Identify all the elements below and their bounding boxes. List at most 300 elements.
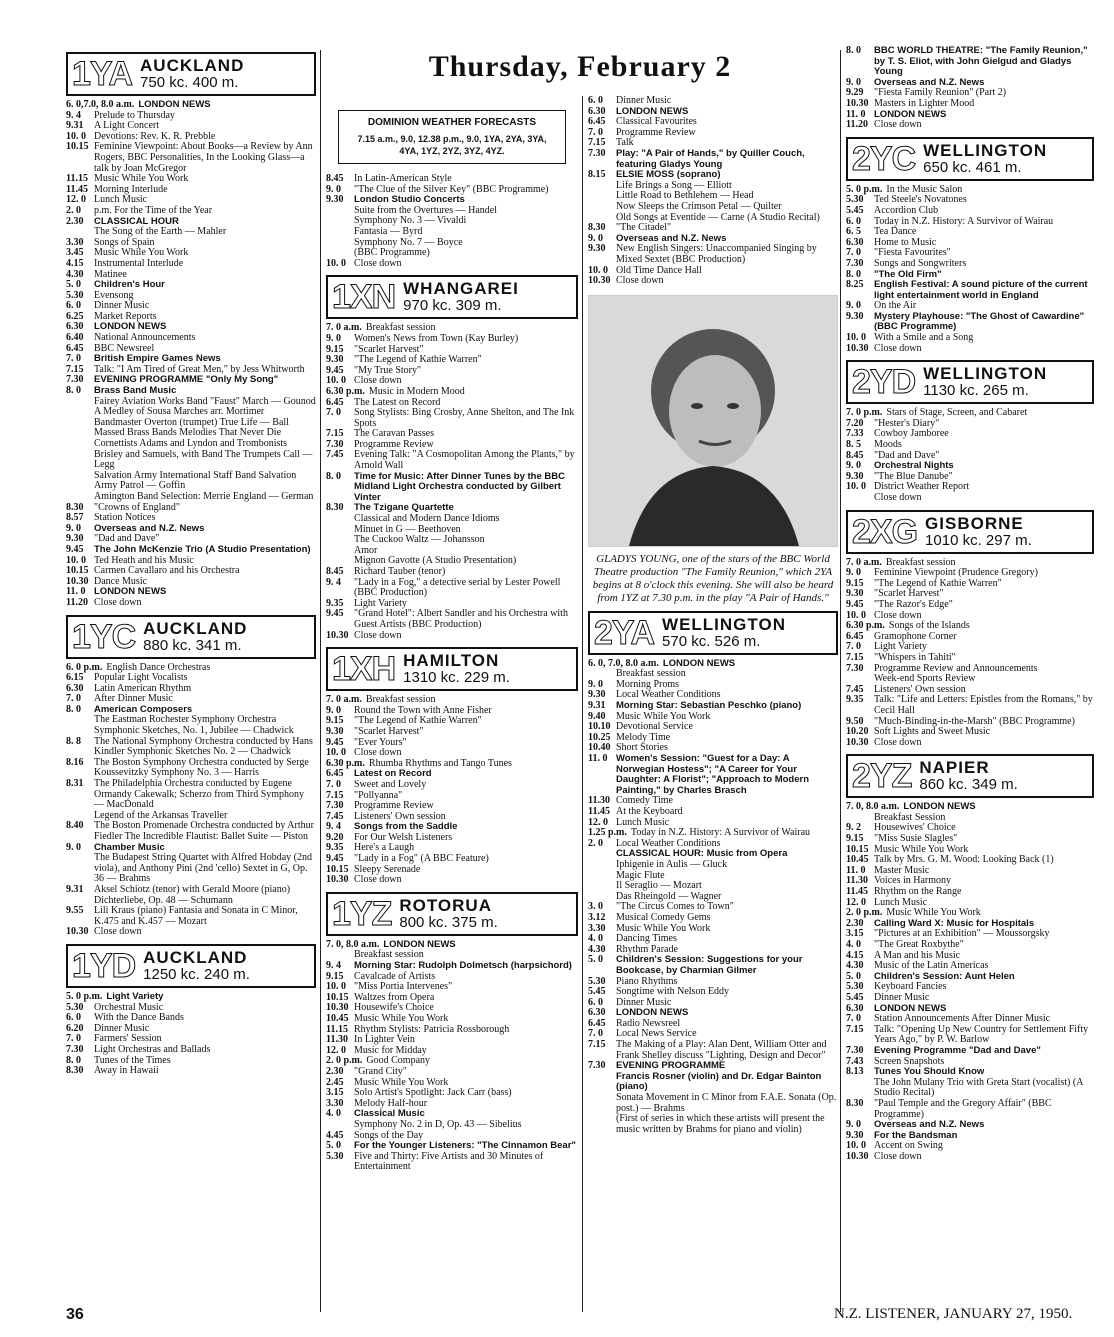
programme-item [846,312,1094,333]
programme-title: Calling Ward X: Music for Hospitals [874,917,1035,929]
programme-title: Talk: "Life and Letters: Epistles from the Romans," by Cecil Hall [874,694,1093,716]
programme-item [66,259,316,270]
programme-time: 1.25 p.m. [588,827,627,839]
programme-time: 10.15 [66,141,89,153]
programme-time: 6.20 [66,1022,84,1034]
programme-title: Feminine Viewpoint (Prudence Gregory) [874,567,1038,579]
programme-item [326,259,578,270]
programme-title: Salvation Army International Staff Band Salvation Army Patrol — Goffin [94,469,297,492]
programme-title: Round the Town with Anne Fisher [354,704,492,716]
programme-title: Symphony No. 3 — Vivaldi [354,215,467,227]
station-call: 2XG [852,512,918,551]
programme-time: 7. 0 a.m. [326,322,362,334]
programme-time: 2. 0 p.m. [326,1055,363,1067]
programme-item [66,779,316,811]
listing-1xh [326,695,578,886]
programme-time: 9.45 [326,608,344,620]
programme-title: Fairey Aviation Works Band "Faust" March — Gounod [94,395,316,407]
programme-time: 9. 0 [588,678,603,690]
programme-item [66,100,316,111]
programme-time: 11.15 [66,173,88,185]
programme-time: 9.30 [588,689,606,701]
programme-time: 10.25 [588,731,611,743]
programme-title: Close down [354,747,402,759]
programme-title: Programme Review and Announcements [874,662,1038,674]
programme-time [66,439,94,471]
programme-time: 6.45 [326,768,344,780]
programme-title: "Dad and Dave" [874,449,940,461]
programme-time: 11.45 [66,183,88,195]
programme-item [326,1152,578,1173]
programme-time: 11.30 [588,795,610,807]
programme-time: 9.15 [846,833,864,845]
programme-time: 8.45 [326,566,344,577]
programme-title: Masters in Lighter Mood [874,97,975,109]
programme-title: Dinner Music [94,1022,150,1034]
programme-title: British Empire Games News [94,353,221,365]
programme-title: For the Younger Listeners: "The Cinnamon Bear" [354,1140,576,1152]
programme-time: 7. 0, 8.0 a.m. [326,938,380,950]
programme-title: Lunch Music [874,896,928,908]
programme-title: Radio Newsreel [616,1017,681,1029]
programme-title: Close down [874,342,922,354]
programme-item [66,715,316,736]
programme-time: 6. 0,7.0, 8.0 a.m. [66,99,135,110]
programme-time: 8. 0 [66,385,81,397]
station-city: WHANGAREI [403,279,519,299]
station-freq: 750 kc. 400 m. [140,74,239,91]
programme-time: 9.15 [326,970,344,982]
programme-title: Music While You Work [886,907,981,919]
programme-item [66,1045,316,1056]
programme-title: Week-end Sports Review [874,673,976,685]
programme-time: 7.15 [588,1039,606,1051]
programme-title: "The Legend of Kathie Warren" [874,577,1002,589]
programme-item [66,206,316,217]
programme-time [66,418,94,429]
station-freq: 860 kc. 349 m. [919,776,1018,794]
programme-title: Musical Comedy Gems [616,911,711,923]
programme-time: 3.12 [588,911,606,923]
programme-title: Classical Favourites [616,116,697,128]
programme-title: "The Circus Comes to Town" [616,901,734,913]
programme-title: "Fiesta Favourites" [874,247,951,259]
programme-title: Play: "A Pair of Hands," by Quiller Couch, featuring Gladys Young [616,147,805,170]
programme-time: 9. 0 [846,76,861,88]
station-city: GISBORNE [925,513,1024,533]
photo-caption: GLADYS YOUNG, one of the stars of the BBC World Theatre production "The Family Reunion," which 2YA begins at 8 o'clock this evening. She will also be heard from 1YZ at 7.30 p.m. in the play "A Pair of Hands." [592,552,834,604]
programme-item [846,99,1094,110]
programme-title: Station Notices [94,512,156,524]
programme-item [326,780,578,791]
programme-title: Legend of the Arkansas Traveller [94,809,228,821]
listing-2ya [588,659,838,1136]
programme-title: "The Legend of Kathie Warren" [354,354,482,366]
column-4 [846,46,1094,1162]
programme-title: At the Keyboard [616,806,683,817]
programme-time: 10.40 [588,742,611,754]
programme-title: The Song of the Earth — Mahler [94,226,227,238]
programme-title: In Latin-American Style [354,173,452,184]
programme-item [326,1046,578,1057]
programme-time: 9.30 [588,243,606,255]
programme-time: 10.30 [588,275,611,287]
programme-time: 7.15 [846,1023,864,1035]
programme-title: Local Weather Conditions [616,837,721,849]
programme-title: Songs of Spain [94,236,155,248]
programme-title: A Medley of Sousa Marches arr. Mortimer [94,406,265,418]
programme-time: 4.15 [66,257,84,269]
programme-title: "Miss Portia Intervenes" [354,981,453,993]
programme-time: 10. 0 [66,554,86,566]
station-city: WELLINGTON [662,614,786,634]
programme-time: 6.45 [326,396,344,408]
programme-time: 4.30 [66,268,84,280]
station-city: HAMILTON [403,651,500,671]
programme-time: 11. 0 [846,108,866,120]
station-call: 1XH [332,650,396,689]
programme-time: 5.45 [846,991,864,1003]
programme-title: CLASSICAL HOUR [94,215,179,227]
programme-title: Light Variety [106,990,164,1002]
programme-title: Music While You Work [354,1013,449,1024]
programme-time: 7.43 [846,1055,864,1067]
column-divider [582,96,583,1312]
programme-title: Tea Dance [874,226,917,238]
programme-time: 12. 0 [326,1044,346,1056]
programme-time: 10.30 [326,1002,349,1014]
programme-time: 11. 0 [846,864,866,876]
station-call: 2YC [852,139,916,178]
programme-time: 7.15 [846,651,864,663]
programme-time: 10.30 [846,342,869,354]
programme-item [588,1093,838,1114]
station-header-1yd [66,944,316,988]
programme-time: 4.30 [846,960,864,972]
programme-title: Melody Half-hour [354,1097,428,1109]
programme-item [588,244,838,265]
programme-title: "Ever Yours" [354,736,407,748]
programme-title: (BBC Programme) [354,247,430,259]
programme-time: 9. 4 [66,109,81,121]
programme-title: Prelude to Thursday [94,109,175,121]
programme-time: 4. 0 [588,933,603,945]
programme-item [66,492,316,503]
programme-title: "Miss Susie Slagles" [874,833,958,845]
programme-item [846,600,1094,611]
programme-title: Waltzes from Opera [354,991,435,1003]
programme-title: Songs of the Day [354,1129,424,1141]
station-call: 1YA [72,55,133,93]
programme-time: 11.20 [66,596,88,608]
programme-title: Evening Talk: "A Cosmopolitan Among the Plants," by Arnold Wall [354,449,575,472]
programme-time: 6. 0 [588,996,603,1008]
programme-title: Morning Star: Rudolph Dolmetsch (harpsichord) [354,960,572,972]
programme-time: 11.30 [846,875,868,887]
programme-time: 7. 0 [66,1033,81,1045]
programme-title: Melody Time [616,731,671,743]
programme-time: 10.30 [66,575,89,587]
programme-time: 3.15 [326,1087,344,1099]
programme-time: 7.30 [588,1060,606,1072]
programme-title: Programme Review [354,438,434,450]
programme-title: Children's Session: Aunt Helen [874,970,1015,982]
programme-title: The Eastman Rochester Symphony Orchestra Symphonic Sketches, No. 1, Jubilee — Chadwick [94,714,294,737]
programme-time: 11. 0 [588,753,608,765]
programme-time: 2. 0 [588,837,603,849]
programme-title: Minuet in G — Beethoven [354,523,461,535]
programme-title: LONDON NEWS [874,108,947,120]
programme-title: Close down [616,275,664,287]
station-header-2yz [846,754,1094,798]
programme-title: Talk [616,137,634,149]
programme-time: 11.30 [326,1034,348,1046]
programme-title: Overseas and N.Z. News [616,232,727,244]
programme-title: Five and Thirty: Five Artists and 30 Minutes of Entertainment [354,1150,544,1173]
programme-title: CLASSICAL HOUR: Music from Opera [616,848,788,860]
programme-title: Amington Band Selection: Merrie England — German [94,490,314,502]
programme-title: Solo Artist's Spotlight: Jack Carr (bass) [354,1087,512,1099]
programme-title: Music While You Work [94,247,189,259]
programme-time: 9.31 [66,120,84,132]
column-1 [66,46,316,1077]
programme-time: 6.45 [588,1017,606,1029]
programme-title: "The Citadel" [616,222,672,234]
listing-1ya-continued [326,174,578,269]
programme-title: Breakfast session [365,694,436,706]
programme-time: 8. 0 [66,1054,81,1066]
programme-time: 10. 0 [846,609,866,621]
programme-item [66,821,316,842]
programme-time: 10. 0 [588,264,608,276]
programme-time: 8.31 [66,778,84,790]
programme-time [326,535,354,546]
programme-item [66,598,316,609]
programme-title: LONDON NEWS [94,586,167,598]
programme-title: "Grand City" [354,1065,407,1077]
programme-time: 9.45 [326,736,344,748]
programme-title: Women's News from Town (Kay Burley) [354,332,519,344]
programme-title: Dinner Music [94,300,150,312]
programme-title: Cowboy Jamboree [874,428,949,440]
programme-item [326,1067,578,1078]
programme-time: 11.45 [846,886,868,898]
programme-title: In the Music Salon [886,183,963,195]
programme-title: Devotional Service [616,721,693,733]
programme-time: 5.30 [66,1001,84,1013]
programme-title: Close down [874,119,922,131]
programme-time: 9.20 [326,831,344,843]
programme-title: Ted Steele's Novatones [874,194,967,206]
programme-title: Close down [874,1150,922,1162]
programme-title: New English Singers: Unaccompanied Singing by Mixed Sextet (BBC Production) [616,243,817,265]
programme-time: 7. 0 p.m. [846,407,883,419]
programme-time: 5. 0 [326,1140,341,1152]
programme-item [326,875,578,886]
listing-2yd [846,408,1094,503]
programme-title: EVENING PROGRAMME [616,1060,726,1072]
programme-time: 6. 5 [846,226,861,238]
programme-time: 6.30 p.m. [326,757,365,769]
programme-title: LONDON NEWS [94,321,167,333]
programme-title: Orchestral Nights [874,460,954,472]
programme-title: Light Variety [354,597,407,609]
programme-time: 4.15 [846,949,864,961]
programme-title: Close down [94,926,142,938]
programme-title: Carmen Cavallaro and his Orchestra [94,565,240,577]
programme-title: Local News Service [616,1028,697,1040]
station-header-2yc [846,137,1094,181]
programme-time: 5. 0 p.m. [846,183,883,195]
programme-time: 2.30 [326,1065,344,1077]
programme-item [846,695,1094,716]
programme-time [588,871,616,882]
programme-title: Symphony No. 2 in D, Op. 43 — Sibelius [354,1118,522,1130]
programme-title: LONDON NEWS [616,1007,689,1019]
programme-time [588,202,616,213]
programme-time: 8. 0 [66,703,81,715]
station-city: WELLINGTON [923,364,1048,384]
programme-item [846,493,1094,504]
programme-time: 9.35 [846,694,864,706]
programme-title: American Composers [94,703,193,715]
programme-item [66,992,316,1003]
programme-title: Sonata Movement in C Minor from F.A.E. Sonata (Op. post.) — Brahms [616,1092,837,1114]
programme-title: Close down [354,874,402,886]
programme-title: The John Mulany Trio with Greta Start (vocalist) (A Studio Recital) [874,1076,1083,1099]
station-header-1xh [326,647,578,691]
programme-time: 7.30 [846,257,864,269]
programme-title: Mystery Playhouse: "The Ghost of Cawardine" (BBC Programme) [874,310,1085,333]
programme-title: "The Clue of the Silver Key" (BBC Programme) [354,183,549,195]
programme-title: Moods [874,439,902,451]
programme-time: 7. 0 [588,126,603,138]
programme-time: 9. 2 [846,822,861,834]
programme-time: 5.45 [588,986,606,998]
programme-title: Music in Modern Mood [368,385,465,397]
programme-item [326,631,578,642]
programme-item [66,439,316,471]
programme-item [846,653,1094,664]
programme-time: 2. 0 [66,204,81,216]
programme-item [846,940,1094,951]
programme-time: 7.45 [326,449,344,461]
programme-time: 10.45 [846,854,869,866]
programme-time: 9.30 [846,470,864,482]
programme-time: 10.15 [326,863,349,875]
programme-title: Rhythm Parade [616,943,678,955]
programme-time: 5.30 [588,975,606,987]
programme-time: 6.30 p.m. [846,620,885,632]
listing-2xg [846,558,1094,749]
programme-time: 6.45 [66,342,84,354]
programme-title: Women's Session: "Guest for a Day: A Norwegian Hostess"; "A Career for Your Daughter: A Florist"; "Approach to Modern Painting," by Charles Brasch [616,753,810,796]
programme-title: For Our Welsh Listeners [354,831,453,843]
programme-title: Dinner Music [874,991,930,1003]
programme-title: Lunch Music [616,816,670,828]
programme-time: 9.30 [66,533,84,545]
programme-time: 9.15 [326,715,344,727]
programme-time [66,853,94,885]
programme-title: A Man and his Music [874,949,961,961]
programme-time: 9. 0 [326,183,341,195]
programme-time: 10. 0 [326,257,346,269]
programme-time: 3.45 [66,247,84,259]
station-call: 2YD [852,363,916,402]
programme-time: 10. 0 [326,747,346,759]
programme-title: Breakfast session [885,556,956,568]
programme-title: LONDON NEWS [616,105,689,117]
programme-title: "Dad and Dave" [94,533,160,545]
station-header-1ya [66,52,316,96]
station-freq: 880 kc. 341 m. [143,636,242,654]
programme-time: 9.15 [846,577,864,589]
programme-time [66,397,94,408]
programme-item [846,1025,1094,1046]
programme-title: "Scarlet Harvest" [874,588,944,600]
programme-title: Away in Hawaii [94,1065,159,1077]
programme-time [588,1114,616,1135]
programme-title: "Crowns of England" [94,501,180,513]
programme-title: Breakfast session [616,668,686,680]
programme-title: ELSIE MOSS (soprano) [616,169,721,181]
station-header-1yz [326,892,578,936]
programme-time: 10.30 [326,874,349,886]
programme-time [588,881,616,892]
station-freq: 1310 kc. 229 m. [403,669,510,687]
programme-time [326,514,354,525]
programme-time [326,525,354,536]
programme-title: "The Razor's Edge" [874,598,953,610]
programme-title: EVENING PROGRAMME "Only My Song" [94,374,279,386]
programme-time: 9.40 [588,710,606,722]
programme-title: Gramophone Corner [874,630,957,642]
programme-title: Local Weather Conditions [616,689,721,701]
listing-1yz-continued [588,96,838,287]
programme-time: 5.30 [846,194,864,206]
programme-item [846,344,1094,355]
programme-time [846,493,874,504]
programme-title: Close down [94,596,142,608]
programme-item [326,227,578,238]
programme-time: 8. 0 [846,268,861,280]
station-header-2yd [846,360,1094,404]
programme-item [326,472,578,504]
programme-time: 10.45 [326,1013,349,1024]
programme-item [326,609,578,630]
programme-time [66,492,94,503]
programme-item [326,727,578,738]
programme-time: 6. 0 [846,215,861,227]
programme-title: Music While You Work [616,710,711,722]
programme-time: 7. 0 [588,1028,603,1040]
programme-time: 11.20 [846,119,868,131]
programme-time: 8. 5 [846,439,861,451]
programme-title: Breakfast session [354,949,424,961]
listing-1xn [326,323,578,641]
programme-time: 12. 0 [66,194,86,206]
programme-title: Cavalcade of Artists [354,970,436,982]
programme-item [326,578,578,599]
programme-title: Dinner Music [616,996,672,1008]
programme-title: Housewife's Choice [354,1002,434,1014]
programme-item [66,853,316,885]
programme-time: 9. 0 [846,460,861,472]
programme-time: 4. 0 [846,939,861,950]
programme-title: Latest on Record [354,768,432,780]
programme-title: Breakfast Session [874,811,946,823]
programme-title: Keyboard Fancies [874,981,947,993]
